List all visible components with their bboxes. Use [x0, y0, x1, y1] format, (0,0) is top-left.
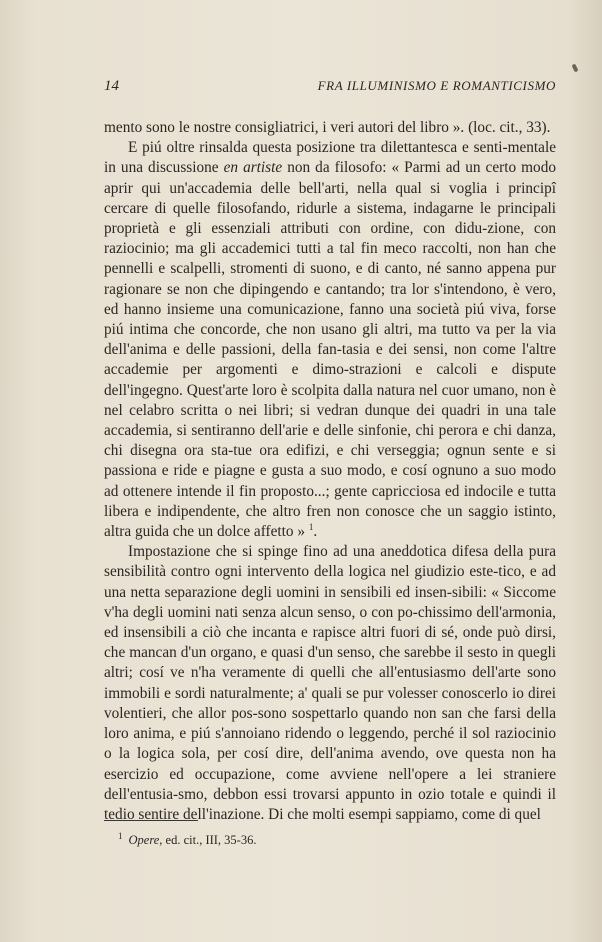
footnote-divider: [104, 820, 198, 821]
running-title: FRA ILLUMINISMO E ROMANTICISMO: [317, 78, 556, 93]
italic-phrase: en artiste: [223, 159, 283, 177]
footnote-number: 1: [118, 830, 123, 841]
paragraph-2: [104, 138, 556, 542]
page-number: 14: [104, 78, 119, 94]
running-head: [104, 76, 556, 98]
footnote-citation: , ed. cit., III, 35-36.: [159, 833, 257, 847]
paragraph-3: Impostazione che si spinge fino ad una aneddotica difesa della pura sensibilità contro ogni intervento della logica nel giudizio este-tico, e ad una netta separazione degli uomini in sensibili ed insen-sibili: « Siccome v'ha degli uomini nati senza alcun senso, o con po-chissimo dell'armonia, ed insensibili a ciò che incanta e rapisce altri fuori di sé, onde può dirsi, che mancan d'un organo, e quasi d'un senso, che sarebbe il sesto in quegli altri; cosí ve n'ha veramente di quelli che all'entusiasmo dell'arte sono immobili e sordi naturalmente; a' quali se pur volesser conoscerlo io direi volentieri, che allor pos-sono sospettarlo quando non san che farsi della loro anima, e piú s'annoiano ridendo o leggendo, perché il sol raziocinio o la logica sola, per cosí dire, dell'anima avendo, ove questa non ha esercizio ed occupazione, come avviene nell'opere a lei straniere dell'entusia-smo, debbon essi trovarsi appunto in ozio totale e quindi il tedio sentire dell'inazione. Di che molti esempi sappiamo, come di quel: [104, 543, 556, 823]
ink-mark: [571, 64, 578, 73]
paragraph-2-end: .: [313, 523, 318, 541]
footnote-work-title: Opere: [128, 833, 160, 847]
body-text: [104, 118, 556, 825]
footnote: [118, 832, 538, 848]
paragraph-2-quote: non da filosofo: « Parmi ad un certo modo aprir qui un'accademia delle bell'arti, nella qual si voglia i principî cercare di quelle filosofando, ridurle a sistema, indagarne le principali proprietà e gli essenziali attributi con ordine, con didu-zione, con raziocinio; ma gli accademici tutti a tal fin meco raccolti, non han che pennelli e scalpelli, stromenti di suono, e di canto, né sanno appena pur ragionare se non che dipingendo e cantando; tra lor s'intendono, è vero, ed hanno insieme una comunicazione, fanno una società piú viva, forse piú intima che concorde, che non usano gli altri, ma tutto va per la via dell'anima e delle passioni, della fan-tasia e dei sensi, non come l'altre accademie per argomenti e dimo-strazioni e calcoli e dispute dell'ingegno. Quest'arte loro è scolpita dalla natura nel cuor umano, non è nel celabro scritta o nei libri; si vedran dunque dei quadri in una tale accademia, si sentiranno dell'arie e delle sinfonie, chi perora e chi danza, chi disegna ora sta-tue ora edifizi, e chi verseggia; ognun sente e si passiona e ride e piagne e gusta a suo modo, e cosí ognuno a suo modo ad ottenere intende il fin proposto...; gente capricciosa ed indocile e tutta libera e indipendente, che altro fren non conosce che un saggio istinto, altra guida che un dolce affetto »: [104, 159, 556, 541]
paragraph-1: mento sono le nostre consigliatrici, i veri autori del libro ». (loc. cit., 33).: [104, 119, 551, 136]
paragraph-2-start: E piú oltre rinsalda questa posizione tra dilettantesca e senti-mentale in una discussione: [104, 139, 556, 177]
footnote-reference[interactable]: 1: [308, 521, 314, 532]
